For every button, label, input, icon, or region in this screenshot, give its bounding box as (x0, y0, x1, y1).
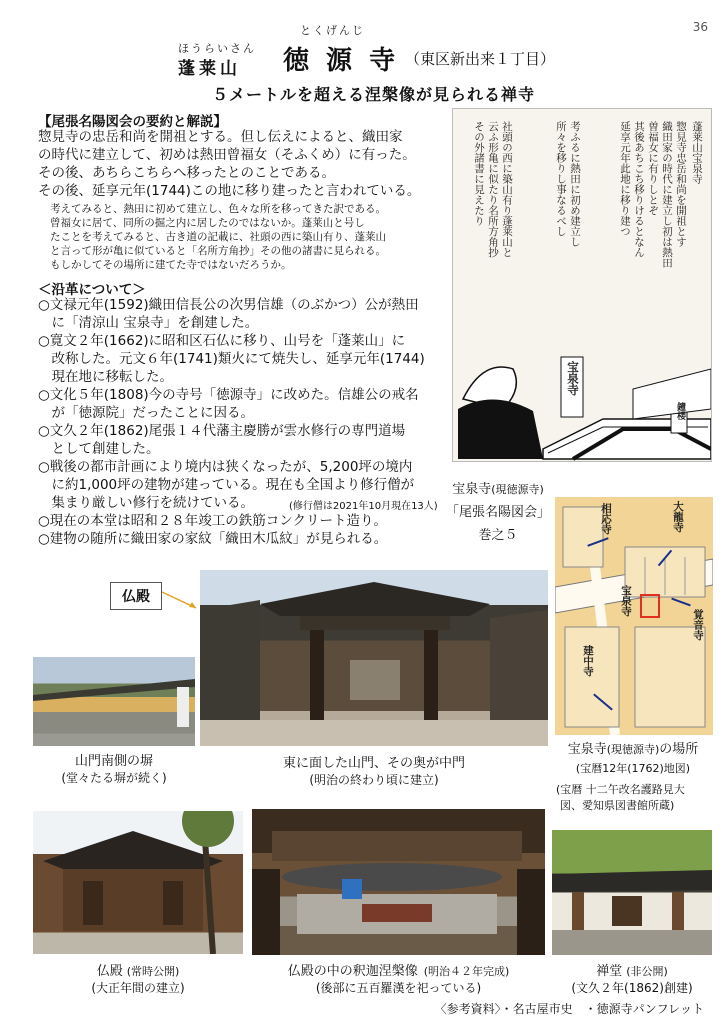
map-label-soouji: 相応寺 (600, 503, 612, 535)
caption-zendo (552, 960, 712, 996)
callout-arrow (160, 588, 202, 614)
caption-butsuden (33, 960, 243, 996)
history-line: 現在地に移転した。 (38, 369, 173, 385)
caption-gate (200, 752, 548, 788)
summary-line: 惣見寺の忠岳和尚を開祖とする。但し伝えによると、織田家 (38, 129, 403, 145)
doc-column: 織田家の時代に建立し初は熱田 (661, 121, 673, 268)
doc-column: 所々を移りし事なるべし (555, 121, 567, 237)
map-label-hosenji: 宝泉寺 (620, 585, 632, 617)
photo-butsuden (33, 811, 243, 954)
photo-wall (33, 657, 195, 746)
map-caption-year: (宝暦12年(1762)地図) (575, 762, 691, 775)
caption-wall-sub: (堂々たる塀が続く) (61, 771, 167, 785)
caption-nehan-title: 仏殿の中の釈迦涅槃像 (287, 964, 418, 979)
map-drawing (555, 497, 713, 735)
caption-gate-sub: (明治の終わり頃に建立) (309, 773, 439, 787)
map-label-dairyuji: 大龍寺 (672, 501, 684, 533)
note-line: たことを考えてみると、古き道の記載に、社頭の西に築山有り、蓬莱山 (50, 231, 386, 243)
ruby-mountain: ほうらいさん (178, 42, 256, 55)
summary-text (38, 128, 420, 200)
doc-column: 云ふ形亀に似たり名所方角抄 (487, 121, 499, 258)
doc-caption-line3: 巻之５ (478, 528, 518, 543)
map-caption-sub: (現徳源寺) (606, 743, 660, 756)
history-line: 集まり厳しい修行を続けている。 (38, 495, 254, 511)
meiyo-zue-document (452, 108, 712, 462)
history-line: ○文禄元年(1592)織田信長公の次男信雄（のぶかつ）公が熱田 (38, 297, 419, 313)
map-caption-source2: 図、愛知県図書館所蔵) (560, 799, 675, 812)
summary-notes (50, 202, 386, 272)
doc-tag-shoro: 鐘楼 (675, 402, 685, 420)
caption-wall-title: 山門南側の塀 (74, 754, 153, 769)
doc-tag-hosenji: 宝泉寺 (566, 361, 580, 396)
doc-caption (438, 478, 558, 543)
caption-butsuden-note: (常時公開) (126, 965, 180, 978)
doc-column: 考ふるに熱田に初め建立し (569, 121, 581, 247)
note-line: もしかしてその場所に建てた寺ではないだろうか。 (50, 259, 292, 271)
photo-nehan (252, 809, 545, 955)
caption-wall (33, 750, 195, 786)
caption-butsuden-title: 仏殿 (96, 964, 123, 979)
summary-line: その後、延享元年(1744)この地に移り建ったと言われている。 (38, 183, 421, 199)
history-line: ○文化５年(1808)今の寺号「徳源寺」に改めた。信雄公の戒名 (38, 387, 419, 403)
doc-caption-line2: 「尾張名陽図会」 (445, 505, 550, 520)
mountain-name: 蓬莱山 (178, 59, 241, 79)
ruby-temple: とくげんじ (300, 24, 365, 37)
map-label-kenchuji: 建中寺 (582, 645, 594, 677)
doc-column: その外諸書に見えたり (473, 121, 485, 226)
doc-column: 社頭の西に築山有り蓬莱山と (501, 121, 513, 258)
edo-map (555, 497, 713, 735)
history-line: に「清涼山 宝泉寺」を創建した。 (38, 315, 259, 331)
training-note: (修行僧は2021年10月現在13人) (289, 501, 438, 512)
page-title: 徳 源 寺 (283, 46, 400, 76)
map-caption-end: の場所 (659, 742, 699, 757)
note-line: 考えてみると、熱田に初めて建立し、色々な所を移ってきた訳である。 (50, 203, 386, 215)
doc-column: 蓬莱山宝泉寺 (691, 121, 703, 184)
page-number: 36 (692, 20, 708, 34)
temple-drawing (453, 349, 711, 461)
doc-column: 曽福女に有りしとぞ (647, 121, 659, 216)
caption-zendo-sub: (文久２年(1862)創建) (571, 981, 693, 995)
note-line: 曾福女に居て、同所の掘之内に居したのではないか。蓬莱山と号し (50, 217, 365, 229)
doc-column: 惣見寺忠岳和尚を開祖とす (675, 121, 687, 247)
caption-gate-title: 東に面した山門、その奥が中門 (282, 756, 465, 771)
map-caption (548, 738, 718, 813)
caption-nehan (252, 960, 545, 996)
caption-butsuden-sub: (大正年間の建立) (91, 981, 185, 995)
caption-nehan-sub: (後部に五百羅漢を祀っている) (315, 981, 482, 995)
note-line: と言って形が亀に似ていると「名所方角抄」その他の諸書に見られる。 (50, 245, 386, 257)
subtitle: ５メートルを超える涅槃像が見られる禅寺 (212, 85, 536, 104)
map-label-kakuonji: 覚音寺 (692, 609, 704, 641)
photo-zendo (552, 830, 712, 955)
map-caption-source1: (宝暦 十二午改名護路見大 (556, 783, 685, 796)
history-line: ○建物の随所に織田家の家紋「織田木瓜紋」が見られる。 (38, 531, 388, 547)
caption-zendo-title: 禅堂 (596, 964, 623, 979)
history-line: ○文久２年(1862)尾張１４代藩主慶勝が雲水修行の専門道場 (38, 423, 406, 439)
butsuden-callout: 仏殿 (110, 582, 162, 610)
doc-caption-line1-sub: (現徳源寺) (491, 483, 544, 496)
history-heading: ＜沿革について＞ (38, 282, 146, 298)
location: （東区新出来１丁目） (405, 50, 556, 68)
map-caption-temple: 宝泉寺 (567, 742, 607, 757)
caption-zendo-note: (非公開) (626, 965, 668, 978)
doc-column: 其後あちこち移りけるとなん (633, 121, 645, 258)
history-line: として創建した。 (38, 441, 160, 457)
doc-caption-line1: 宝泉寺 (452, 482, 492, 497)
history-line: に約1,000坪の建物が建っている。現在も全国より修行僧が (38, 477, 415, 493)
photo-gate (200, 570, 548, 746)
references: 〈参考資料〉・名古屋市史 ・徳源寺パンフレット (434, 1002, 704, 1016)
history-line: ○寛文２年(1662)に昭和区石仏に移り、山号を「蓬莱山」に (38, 333, 406, 349)
summary-line: の時代に建立して、初めは熱田曾福女（そふくめ）に有った。 (38, 147, 416, 163)
summary-line: その後、あちらこちらへ移ったとのことである。 (38, 165, 335, 181)
history-line: が「徳源院」だったことに因る。 (38, 405, 254, 421)
history-line: 改称した。元文６年(1741)類火にて焼失し、延享元年(1744) (38, 351, 425, 367)
history-line: ○戦後の都市計画により境内は狭くなったが、5,200坪の境内 (38, 459, 413, 475)
caption-nehan-note: (明治４２年完成) (423, 965, 510, 978)
doc-column: 延享元年此地に移り建つ (619, 121, 631, 237)
history-line: ○現在の本堂は昭和２８年竣工の鉄筋コンクリート造り。 (38, 513, 388, 529)
summary-heading: 【尾張名陽図会の要約と解説】 (38, 114, 227, 130)
